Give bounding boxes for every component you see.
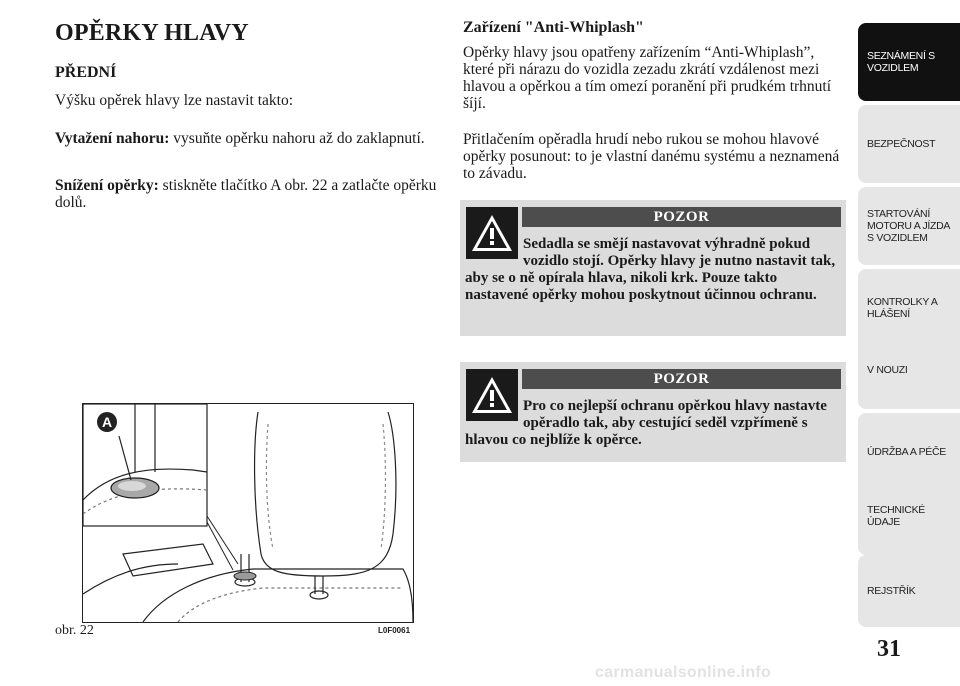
figure-code: L0F0061: [378, 626, 411, 635]
tab-rejstrik[interactable]: [858, 555, 960, 627]
lower-text: stiskněte tlačítko A obr. 22 a zatlačte opěrku dolů.: [55, 177, 437, 211]
tab-label: SEZNÁMENÍ S VOZIDLEM: [867, 50, 935, 74]
tab-label: KONTROLKY A HLÁŠENÍ: [867, 296, 938, 320]
warning-box: [460, 200, 846, 336]
callout-a-label: A: [101, 414, 113, 430]
warning-text: Pro co nejlepší ochranu opěrkou hlavy nastavte opěradlo tak, aby cestující seděl vzpřímeně s hlavou co nejblíže k opěrce.: [465, 398, 827, 448]
tab-technicke-udaje[interactable]: [858, 477, 960, 555]
lower-label: Snížení opěrky:: [55, 177, 159, 194]
tab-label: STARTOVÁNÍ MOTORU A JÍZDA S VOZIDLEM: [867, 208, 951, 244]
tab-seznameni-s-vozidlem[interactable]: [858, 23, 960, 101]
warning-text: Sedadla se smějí nastavovat výhradně pokud vozidlo stojí. Opěrky hlavy je nutno nastavit tak, aby se o ně opírala hlava, nikoli krk. Pouze takto nastavené opěrky mohou poskytnout účinnou ochranu.: [465, 236, 836, 303]
tab-label: TECHNICKÉ ÚDAJE: [867, 504, 925, 528]
tab-label: BEZPEČNOST: [867, 138, 936, 150]
page-number: 31: [877, 636, 901, 662]
tab-v-nouzi[interactable]: [858, 331, 960, 409]
intro-paragraph: Výšku opěrek hlavy lze nastavit takto:: [55, 92, 294, 109]
raise-label: Vytažení nahoru:: [55, 130, 170, 147]
raise-text: vysuňte opěrku nahoru až do zaklapnutí.: [169, 130, 425, 147]
tab-startovani[interactable]: [858, 187, 960, 265]
anti-whiplash-heading: Zařízení "Anti-Whiplash": [463, 19, 644, 36]
figure-caption: obr. 22: [55, 623, 94, 638]
anti-whiplash-paragraph-2: Přitlačením opěradla hrudí nebo rukou se mohou hlavové opěrky posunout: to je vlastní danému systému a neznamená to závadu.: [463, 131, 840, 182]
subsection-title: PŘEDNÍ: [55, 64, 117, 81]
warning-box: [460, 362, 846, 462]
warning-heading: POZOR: [522, 369, 841, 389]
warning-heading: POZOR: [522, 207, 841, 227]
tab-bezpecnost[interactable]: [858, 105, 960, 183]
tab-label: REJSTŘÍK: [867, 585, 916, 597]
headrest-illustration: [82, 403, 414, 623]
tab-label: V NOUZI: [867, 364, 908, 376]
headrest-drawing: [83, 404, 413, 622]
lower-paragraph: [55, 177, 445, 211]
section-title: OPĚRKY HLAVY: [55, 20, 249, 46]
raise-paragraph: [55, 130, 445, 147]
watermark: carmanualsonline.info: [595, 664, 772, 681]
anti-whiplash-paragraph-1: Opěrky hlavy jsou opatřeny zařízením “Anti-Whiplash”, které při nárazu do vozidla zezadu zkrátí vzdálenost mezi hlavou a opěrkou a tím omezí poranění při prudkém trhnutí šíjí.: [463, 44, 832, 112]
tab-label: ÚDRŽBA A PÉČE: [867, 446, 946, 458]
